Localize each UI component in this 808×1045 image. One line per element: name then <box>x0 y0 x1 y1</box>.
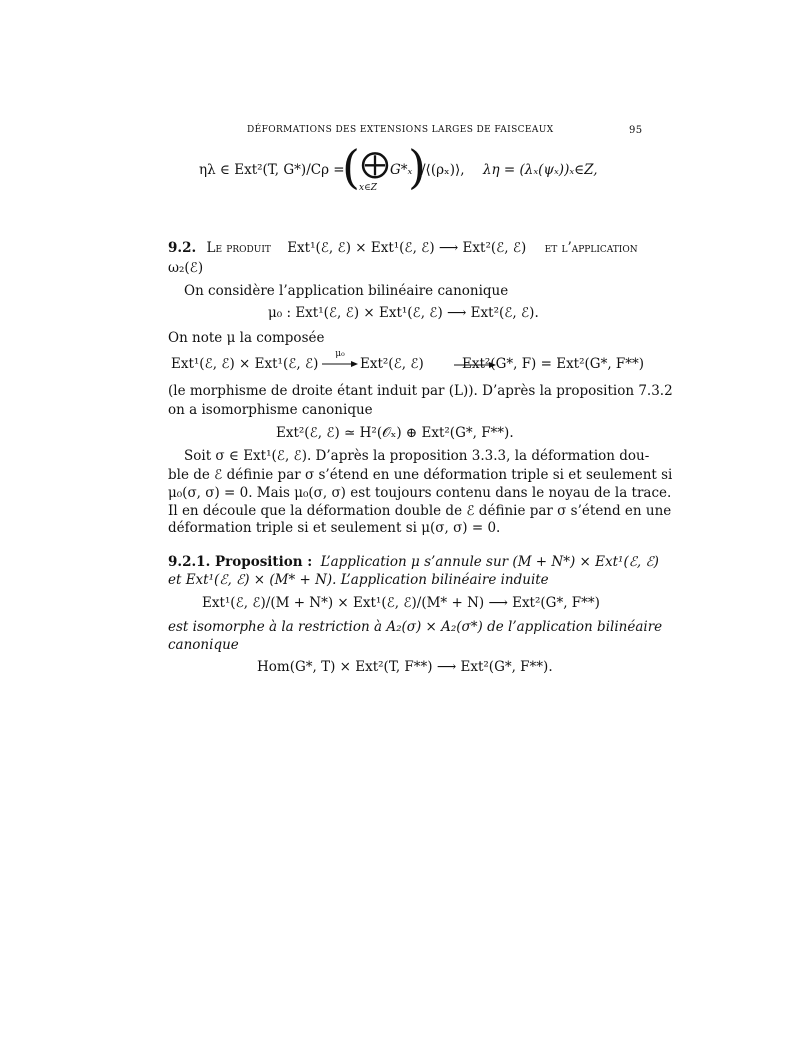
top-formula-left: ηλ ∈ Ext²(T, G*)/Cρ = <box>199 162 345 178</box>
arrow-label: μ₀ <box>335 349 345 359</box>
section-title-line2: ω₂(ℰ) <box>168 260 204 276</box>
proposition-statement-1: L’application μ s’annule sur (M + N*) × Ext¹(ℰ, ℰ) <box>320 554 659 570</box>
paragraph-1: On considère l’application bilinéaire canonique <box>184 283 509 299</box>
paragraph-4-line-2: ble de ℰ définie par σ s’étend en une déformation triple si et seulement si <box>168 467 673 483</box>
equation-mu0: μ₀ : Ext¹(ℰ, ℰ) × Ext¹(ℰ, ℰ) ⟶ Ext²(ℰ, ℰ). <box>268 305 539 321</box>
top-formula-right: λη = (λₓ(ψₓ))ₓ∈Z, <box>483 162 598 178</box>
paragraph-2: On note μ la composée <box>168 330 325 346</box>
section-number: 9.2. <box>168 240 197 256</box>
section-title-math: Ext¹(ℰ, ℰ) × Ext¹(ℰ, ℰ) ⟶ Ext²(ℰ, ℰ) <box>287 240 527 256</box>
direct-sum-body: G*ₓ <box>390 162 413 178</box>
right-arrow-icon <box>322 360 358 368</box>
equation-isomorphism: Ext²(ℰ, ℰ) ≃ H²(𝒪ₓ) ⊕ Ext²(G*, F**). <box>276 425 514 441</box>
paragraph-3-line-1: (le morphisme de droite étant induit par (L)). D’après la proposition 7.3.2 <box>168 383 673 399</box>
proposition-line-4: canonique <box>168 637 239 653</box>
equation-composition-mid: Ext²(ℰ, ℰ) <box>360 356 424 372</box>
proposition-line-2: et Ext¹(ℰ, ℰ) × (M* + N). L’application bilinéaire induite <box>168 572 549 588</box>
proposition-label: 9.2.1. Proposition : <box>168 554 313 570</box>
paragraph-4-line-4: Il en découle que la déformation double de ℰ définie par σ s’étend en une <box>168 503 672 519</box>
section-title-a: Le produit <box>206 240 271 256</box>
paragraph-4-line-5: déformation triple si et seulement si μ(σ, σ) = 0. <box>168 520 501 536</box>
running-title: DÉFORMATIONS DES EXTENSIONS LARGES DE FAISCEAUX <box>247 125 554 135</box>
labelled-arrow <box>322 349 358 368</box>
section-title-b: et l’application <box>544 240 638 256</box>
paragraph-3-line-2: on a isomorphisme canonique <box>168 402 373 418</box>
top-formula-quotient: /⟨(ρₓ)⟩, <box>421 162 465 178</box>
proposition-equation: Ext¹(ℰ, ℰ)/(M + N*) × Ext¹(ℰ, ℰ)/(M* + N) ⟶ Ext²(G*, F**) <box>202 595 600 611</box>
proposition-line-3: est isomorphe à la restriction à A₂(σ) × A₂(σ*) de l’application bilinéaire <box>168 619 663 635</box>
section-heading <box>168 238 638 258</box>
equation-composition-left: Ext¹(ℰ, ℰ) × Ext¹(ℰ, ℰ) <box>171 356 319 372</box>
proposition-line-1 <box>168 552 659 572</box>
page-number: 95 <box>629 125 643 136</box>
right-big-paren: ) <box>408 140 426 194</box>
left-big-paren: ( <box>342 140 360 194</box>
paragraph-4-line-3: μ₀(σ, σ) = 0. Mais μ₀(σ, σ) est toujours contenu dans le noyau de la trace. <box>168 485 672 501</box>
paragraph-4-line-1: Soit σ ∈ Ext¹(ℰ, ℰ). D’après la proposition 3.3.3, la déformation dou- <box>184 448 650 464</box>
proposition-final-equation: Hom(G*, T) × Ext²(T, F**) ⟶ Ext²(G*, F**). <box>257 659 553 675</box>
direct-sum-subscript: x∈Z <box>359 183 377 193</box>
equation-composition-right: Ext²(G*, F) = Ext²(G*, F**) <box>462 356 645 372</box>
direct-sum-symbol: ⨁ <box>361 147 389 180</box>
